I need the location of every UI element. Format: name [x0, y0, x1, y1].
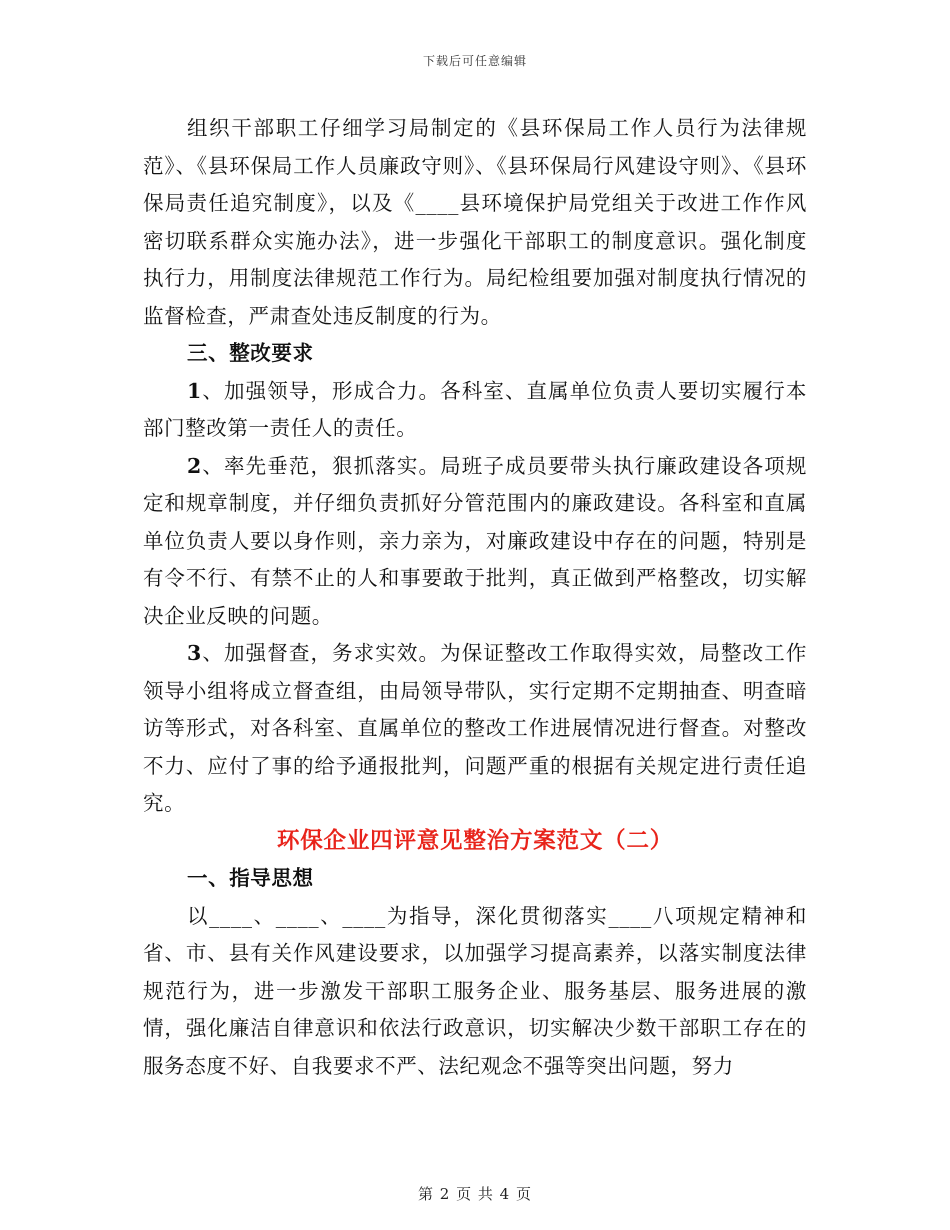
intro-paragraph: 组织干部职工仔细学习局制定的《县环保局工作人员行为法律规范》、《县环保局工作人员廉政守则》、《县环保局行风建设守则》、《县环保局责任追究制度》，以及《____县环境保护局党组关于改进工作作风密切联系群众实施办法》，进一步强化干部职工的制度意识。强化制度执行力，用制度法律规范工作行为。局纪检组要加强对制度执行情况的监督检查，严肃查处违反制度的行为。 [143, 116, 807, 328]
document-2-title: 环保企业四评意见整治方案范文（二） [276, 827, 674, 854]
document-body [143, 110, 807, 1085]
requirement-item-3 [143, 635, 807, 823]
item-1-text: 、加强领导，形成合力。各科室、直属单位负责人要切实履行本部门整改第一责任人的责任。 [143, 378, 807, 440]
section-1-heading: 一、指导思想 [187, 866, 314, 890]
item-2-text: 、率先垂范，狠抓落实。局班子成员要带头执行廉政建设各项规定和规章制度，并仔细负责抓好分管范围内的廉政建设。各科室和直属单位负责人要以身作则，亲力亲为，对廉政建设中存在的问题，特别是有令不行、有禁不止的人和事要敢于批判，真正做到严格整改，切实解决企业反映的问题。 [143, 453, 807, 628]
page-footer: 第 2 页 共 4 页 [418, 1185, 532, 1203]
page-header: 下载后可任意编辑 [422, 54, 527, 68]
item-3-number: 3 [187, 641, 202, 665]
item-1-number: 1 [187, 378, 202, 403]
guiding-thought-paragraph: 以____、____、____为指导，深化贯彻落实____八项规定精神和省、市、县有关作风建设要求，以加强学习提高素养，以落实制度法律规范行为，进一步激发干部职工服务企业、服务基层、服务进展的激情，强化廉洁自律意识和依法行政意识，切实解决少数干部职工存在的服务态度不好、自我要求不严、法纪观念不强等突出问题，努力 [143, 903, 807, 1078]
item-3-text: 、加强督查，务求实效。为保证整改工作取得实效，局整改工作领导小组将成立督查组，由局领导带队，实行定期不定期抽查、明查暗访等形式，对各科室、直属单位的整改工作进展情况进行督查。对整改不力、应付了事的给予通报批判，问题严重的根据有关规定进行责任追究。 [143, 641, 807, 815]
item-2-number: 2 [187, 453, 202, 478]
requirement-item-2 [143, 448, 807, 636]
section-3-heading: 三、整改要求 [187, 341, 314, 365]
requirement-item-1 [143, 373, 807, 448]
